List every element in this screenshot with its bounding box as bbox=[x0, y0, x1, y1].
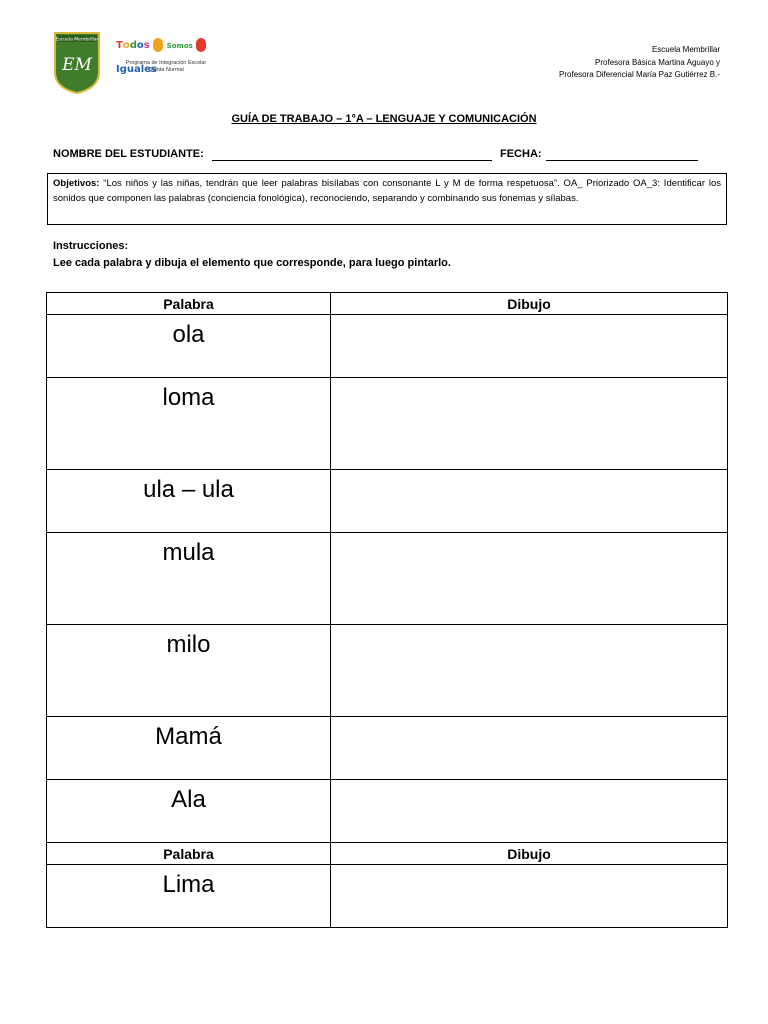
table-row bbox=[47, 533, 728, 625]
table-row bbox=[47, 780, 728, 843]
table-row bbox=[47, 378, 728, 470]
word-drawing-table bbox=[46, 292, 728, 928]
pie-logo-title: Todos Somos Iguales bbox=[116, 34, 216, 58]
table-row bbox=[47, 865, 728, 928]
word-cell: Ala bbox=[47, 780, 331, 843]
school-info bbox=[559, 44, 720, 82]
table-header-row bbox=[47, 293, 728, 315]
word-cell: Mamá bbox=[47, 717, 331, 780]
date-label: FECHA: bbox=[500, 148, 542, 160]
table-row bbox=[47, 717, 728, 780]
school-name: Escuela Membrillar bbox=[651, 45, 720, 54]
school-crest-logo bbox=[54, 32, 100, 94]
column-header-drawing: Dibujo bbox=[331, 843, 728, 865]
word-cell: mula bbox=[47, 533, 331, 625]
word-cell: milo bbox=[47, 625, 331, 717]
word-cell: ula – ula bbox=[47, 470, 331, 533]
children-figure-icon bbox=[196, 38, 206, 52]
document-title: GUÍA DE TRABAJO – 1°A – LENGUAJE Y COMUNICACIÓN bbox=[231, 113, 537, 125]
word-cell: ola bbox=[47, 315, 331, 378]
objectives-label: Objetivos: bbox=[53, 178, 100, 189]
drawing-cell[interactable] bbox=[331, 625, 728, 717]
instructions-title: Instrucciones: bbox=[53, 240, 129, 252]
objectives-box bbox=[47, 173, 727, 225]
drawing-cell[interactable] bbox=[331, 780, 728, 843]
pie-subtitle: Programa de Integración Escolar bbox=[125, 60, 207, 66]
crest-name: Escuela Membrillar bbox=[55, 37, 99, 43]
drawing-cell[interactable] bbox=[331, 533, 728, 625]
column-header-drawing: Dibujo bbox=[331, 293, 728, 315]
pie-program-logo bbox=[116, 34, 216, 82]
column-header-word: Palabra bbox=[47, 843, 331, 865]
date-field[interactable] bbox=[546, 160, 698, 161]
objectives-text: “Los niños y las niñas, tendrán que leer palabras bisílabas con consonante L y M de forma respetuosa”. OA_ Priorizado OA_3: Identificar los sonidos que componen las palabras (conciencia fonológica), reconociendo, separando y combinando sus fonemas y sílabas. bbox=[53, 178, 721, 204]
children-figure-icon bbox=[153, 38, 163, 52]
table-header-row-repeat bbox=[47, 843, 728, 865]
student-name-field[interactable] bbox=[212, 160, 492, 161]
drawing-cell[interactable] bbox=[331, 865, 728, 928]
teacher-line-2: Profesora Diferencial María Paz Gutiérrez B.- bbox=[559, 70, 720, 79]
crest-initials: EM bbox=[62, 55, 92, 75]
table-row bbox=[47, 625, 728, 717]
student-name-label: NOMBRE DEL ESTUDIANTE: bbox=[53, 148, 204, 160]
word-cell: Lima bbox=[47, 865, 331, 928]
instructions-text: Lee cada palabra y dibuja el elemento que corresponde, para luego pintarlo. bbox=[53, 257, 451, 269]
table-row bbox=[47, 470, 728, 533]
pie-subtitle-commune: Quinta Normal bbox=[148, 67, 184, 73]
table-row bbox=[47, 315, 728, 378]
drawing-cell[interactable] bbox=[331, 717, 728, 780]
word-cell: loma bbox=[47, 378, 331, 470]
column-header-word: Palabra bbox=[47, 293, 331, 315]
teacher-line-1: Profesora Básica Martina Aguayo y bbox=[595, 57, 720, 67]
drawing-cell[interactable] bbox=[331, 470, 728, 533]
drawing-cell[interactable] bbox=[331, 315, 728, 378]
drawing-cell[interactable] bbox=[331, 378, 728, 470]
